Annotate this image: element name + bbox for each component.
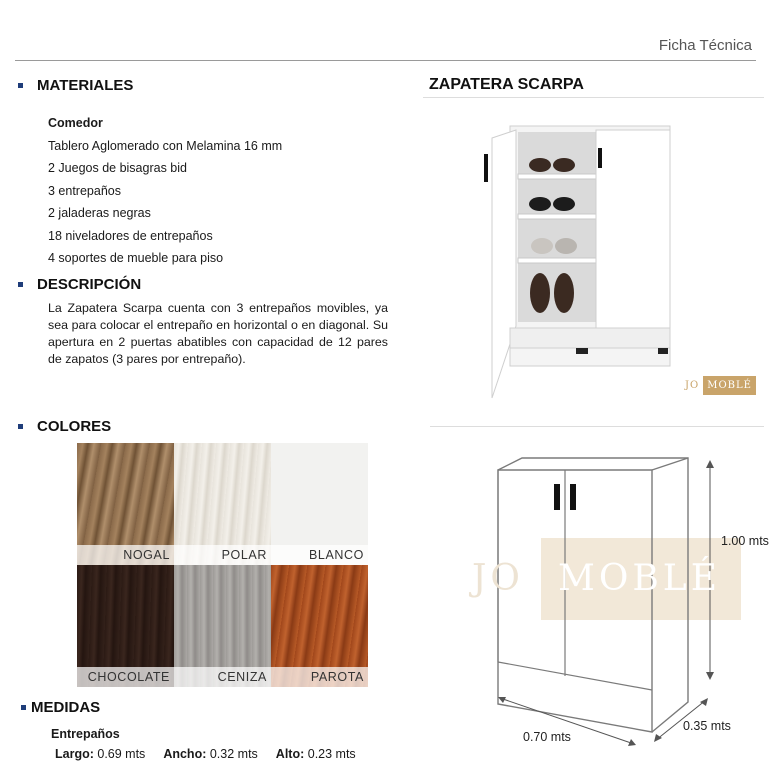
medida-ancho	[163, 747, 257, 761]
materiales-heading-text: MATERIALES	[37, 77, 134, 94]
materiales-item: Tablero Aglomerado con Melamina 16 mm	[48, 138, 283, 153]
alto-label: Alto:	[275, 747, 305, 761]
product-photo	[480, 118, 680, 403]
medida-largo	[55, 747, 145, 761]
swatch-polar	[174, 443, 271, 565]
ancho-label: Ancho:	[163, 747, 207, 761]
medidas-values	[55, 747, 356, 761]
swatch-label: CENIZA	[174, 667, 271, 687]
header-title: Ficha Técnica	[658, 37, 752, 54]
bullet-icon	[18, 282, 23, 287]
materiales-item: 2 Juegos de bisagras bid	[48, 161, 187, 175]
watermark-left: JO	[472, 558, 524, 599]
watermark-right: MOBLÉ	[557, 558, 721, 599]
colores-heading	[18, 418, 111, 435]
dimension-depth: 0.35 mts	[683, 719, 731, 733]
medida-alto	[276, 747, 356, 761]
materiales-item: 3 entrepaños	[48, 183, 121, 198]
bullet-icon	[21, 705, 26, 710]
swatch-parota	[271, 565, 368, 687]
materiales-item: 4 soportes de mueble para piso	[48, 251, 224, 265]
ancho-value: 0.32 mts	[209, 747, 258, 761]
watermark-text	[472, 558, 721, 599]
swatch-label: CHOCOLATE	[77, 667, 174, 687]
descripcion-heading-text: DESCRIPCIÓN	[37, 276, 142, 293]
colores-heading-text: COLORES	[37, 418, 112, 435]
materiales-list	[48, 112, 282, 270]
swatch-label: POLAR	[174, 545, 271, 565]
swatch-ceniza	[174, 565, 271, 687]
header-rule	[15, 60, 756, 61]
brand-logo	[685, 376, 756, 395]
logo-right-text: MOBLÉ	[703, 376, 756, 395]
product-rule	[423, 97, 764, 98]
alto-value: 0.23 mts	[307, 747, 356, 761]
descripcion-heading	[18, 276, 141, 293]
logo-left-text: JO	[685, 380, 700, 391]
swatch-label: BLANCO	[271, 545, 368, 565]
bullet-icon	[18, 424, 23, 429]
medidas-subheading: Entrepaños	[51, 727, 120, 741]
swatch-nogal	[77, 443, 174, 565]
dimension-height: 1.00 mts	[721, 534, 769, 548]
medidas-heading-text: MEDIDAS	[31, 699, 101, 716]
bullet-icon	[18, 83, 23, 88]
dimension-drawing	[430, 440, 780, 765]
swatch-label: NOGAL	[77, 545, 174, 565]
materiales-subheading: Comedor	[48, 116, 103, 130]
materiales-item: 18 niveladores de entrepaños	[48, 228, 213, 243]
materiales-item: 2 jaladeras negras	[48, 206, 151, 220]
largo-value: 0.69 mts	[97, 747, 146, 761]
swatch-label: PAROTA	[271, 667, 368, 687]
largo-label: Largo:	[55, 747, 94, 761]
swatch-chocolate	[77, 565, 174, 687]
section-divider	[430, 426, 764, 427]
dimension-width: 0.70 mts	[523, 730, 571, 744]
materiales-heading	[18, 77, 133, 94]
descripcion-text: La Zapatera Scarpa cuenta con 3 entrepaños movibles, ya sea para colocar el entrepaño en horizontal o en diagonal. Su apertura en 2 puertas abatibles con capacidad de 12 pares de zapatos (3 pares por entrepaño).	[48, 301, 388, 366]
product-title: ZAPATERA SCARPA	[429, 76, 584, 93]
swatch-blanco	[271, 443, 368, 565]
medidas-heading	[21, 699, 100, 716]
color-swatch-grid	[77, 443, 368, 687]
